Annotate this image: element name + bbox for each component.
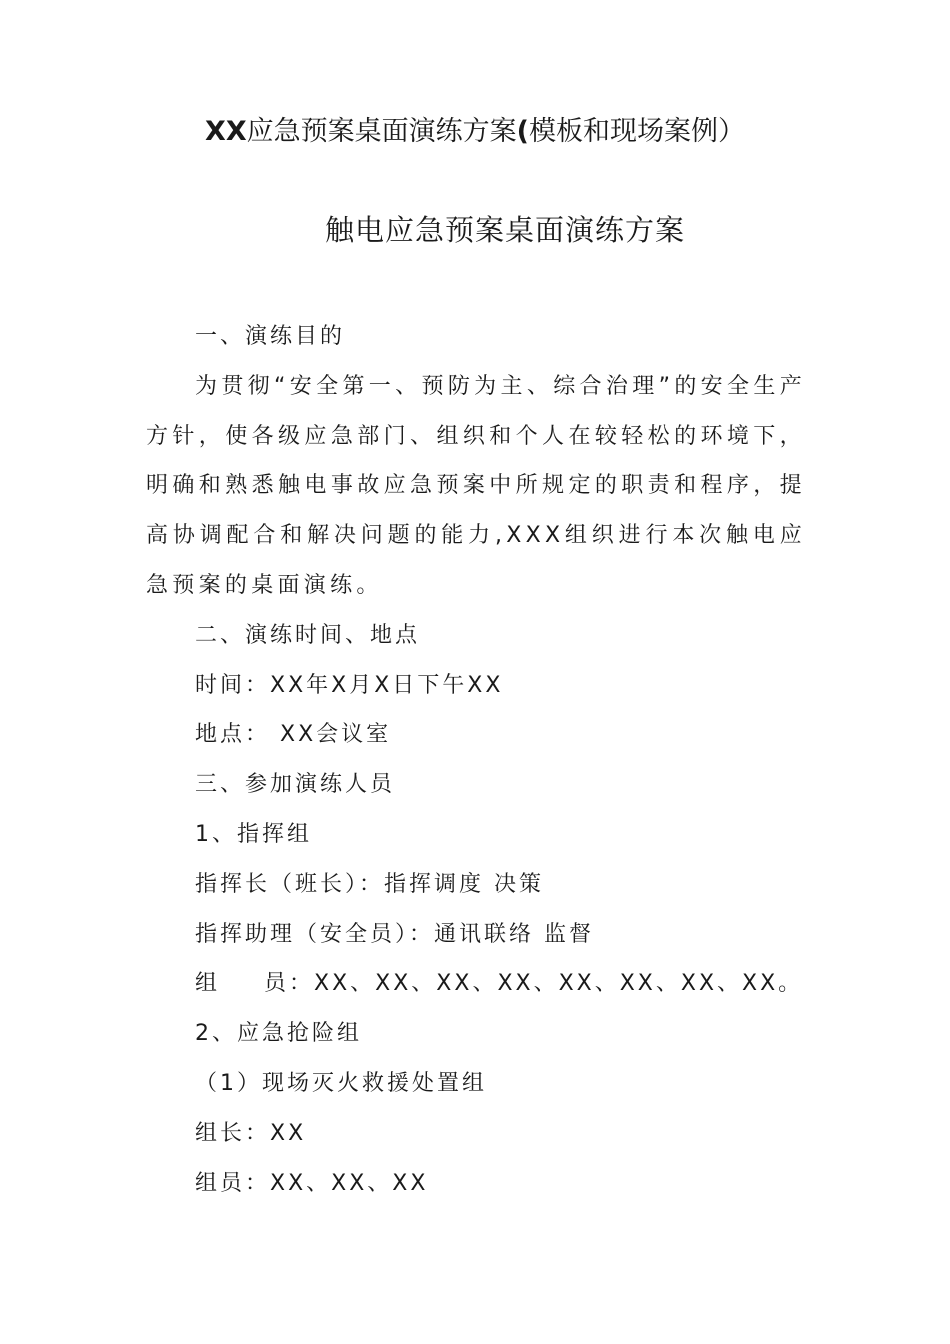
command-members-line [146, 959, 806, 1009]
title-suffix: 模板和现场案例） [528, 116, 745, 147]
title-middle: 应急预案桌面演练方案 [246, 116, 517, 147]
section-1-paragraph: 为贯彻“安全第一、预防为主、综合治理”的安全生产方针，使各级应急部门、组织和个人在较轻松的环境下，明确和熟悉触电事故应急预案中所规定的职责和程序，提高协调配合和解决问题的能力,XXX组织进行本次触电应急预案的桌面演练。 [146, 373, 806, 598]
assistant-line: 指挥助理（安全员）：通讯联络 监督 [195, 921, 594, 947]
title-paren: ( [516, 116, 529, 147]
member-label-a: 组 [195, 971, 221, 997]
subgroup-members-line: 组员：XX、XX、XX [195, 1170, 429, 1196]
title-prefix: XX [205, 116, 247, 147]
subgroup-leader-line: 组长：XX [195, 1120, 307, 1146]
command-group-heading: 1、指挥组 [195, 821, 312, 847]
document-title [0, 112, 950, 152]
document-body [146, 312, 806, 1208]
drill-time: 时间：XX年X月X日下午XX [195, 672, 504, 698]
fire-rescue-subgroup-heading: （1）现场灭火救援处置组 [195, 1070, 487, 1096]
section-2-heading: 二、演练时间、地点 [195, 622, 421, 648]
rescue-group-heading: 2、应急抢险组 [195, 1021, 362, 1047]
member-label-b: 员：XX、XX、XX、XX、XX、XX、XX、XX。 [264, 971, 804, 997]
section-3-heading: 三、参加演练人员 [195, 772, 396, 798]
document-subtitle: 触电应急预案桌面演练方案 [324, 213, 685, 247]
section-1-heading: 一、演练目的 [195, 324, 346, 349]
drill-place: 地点： XX会议室 [195, 722, 392, 748]
commander-line: 指挥长（班长）：指挥调度 决策 [195, 871, 544, 897]
